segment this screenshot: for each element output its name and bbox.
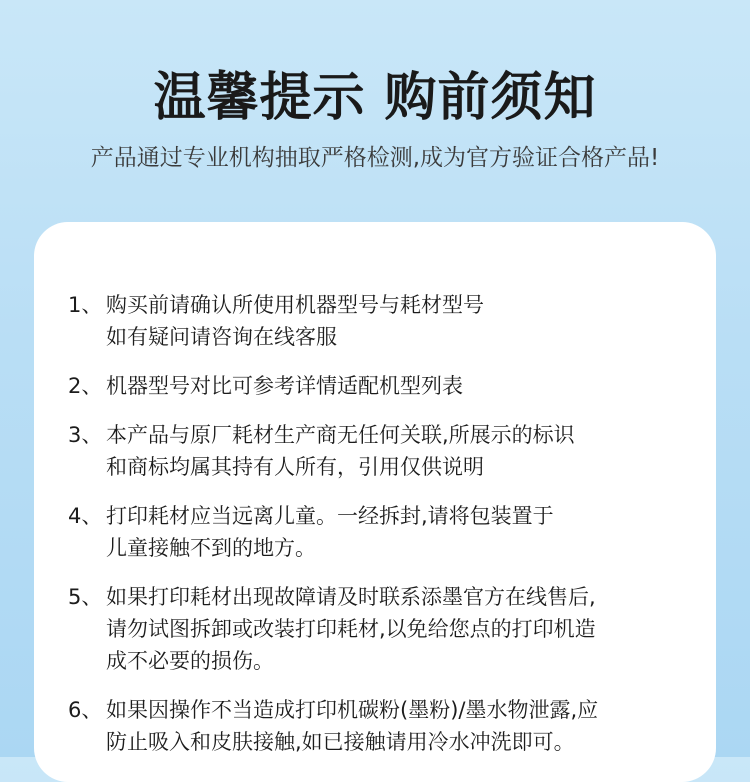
notice-text-line: 请勿试图拆卸或改装打印耗材,以免给您点的打印机造 bbox=[106, 617, 596, 641]
page-title: 温馨提示 购前须知 bbox=[153, 68, 597, 128]
notice-text-line: 本产品与原厂耗材生产商无任何关联,所展示的标识 bbox=[106, 423, 575, 447]
notice-list bbox=[68, 289, 708, 775]
notice-number: 1、 bbox=[68, 293, 103, 317]
notice-item-4 bbox=[68, 500, 708, 564]
notice-item-3 bbox=[68, 419, 708, 483]
notice-text-line: 防止吸入和皮肤接触,如已接触请用冷水冲洗即可。 bbox=[106, 730, 575, 754]
notice-item-6 bbox=[68, 694, 708, 758]
notice-text-line: 如果因操作不当造成打印机碳粉(墨粉)/墨水物泄露,应 bbox=[106, 698, 599, 722]
notice-text-line: 成不必要的损伤。 bbox=[106, 649, 274, 673]
notice-text-line: 机器型号对比可参考详情适配机型列表 bbox=[106, 374, 463, 398]
notice-number: 3、 bbox=[68, 423, 103, 447]
page-subtitle: 产品通过专业机构抽取严格检测,成为官方验证合格产品! bbox=[90, 145, 660, 171]
notice-text-line: 和商标均属其持有人所有，引用仅供说明 bbox=[106, 455, 484, 479]
notice-item-1 bbox=[68, 289, 708, 353]
notice-number: 5、 bbox=[68, 585, 103, 609]
notice-number: 6、 bbox=[68, 698, 103, 722]
notice-number: 4、 bbox=[68, 504, 103, 528]
notice-text-line: 如果打印耗材出现故障请及时联系添墨官方在线售后, bbox=[106, 585, 596, 609]
notice-number: 2、 bbox=[68, 374, 103, 398]
notice-item-5 bbox=[68, 581, 708, 677]
notice-item-2 bbox=[68, 370, 708, 402]
notice-text-line: 如有疑问请咨询在线客服 bbox=[106, 325, 337, 349]
notice-text-line: 儿童接触不到的地方。 bbox=[106, 536, 316, 560]
notice-text-line: 打印耗材应当远离儿童。一经拆封,请将包装置于 bbox=[106, 504, 554, 528]
notice-text-line: 购买前请确认所使用机器型号与耗材型号 bbox=[106, 293, 484, 317]
